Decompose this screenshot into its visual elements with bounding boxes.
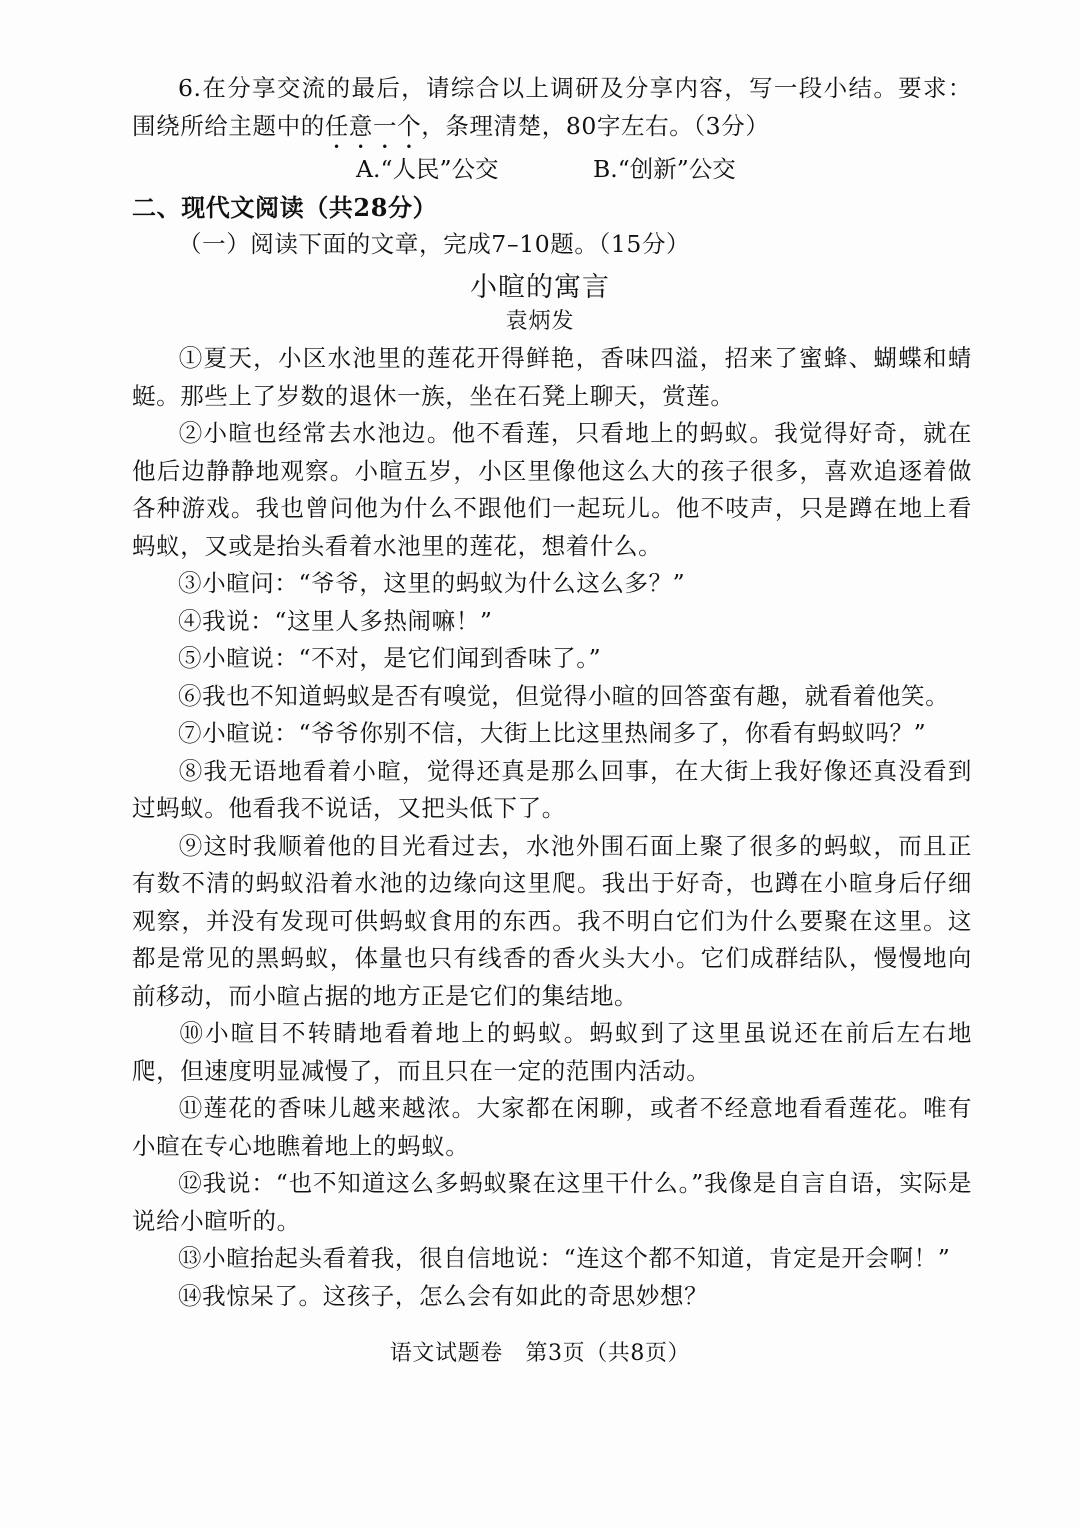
paragraph-11: ⑪莲花的香味儿越来越浓。大家都在闲聊，或者不经意地看看莲花。唯有小暄在专心地瞧着地上的蚂蚁。 — [132, 1094, 972, 1160]
paragraph-14: ⑭我惊呆了。这孩子，怎么会有如此的奇思妙想？ — [178, 1281, 709, 1310]
answer-options — [0, 150, 1080, 184]
paragraph-3: ③小暄问：“爷爷，这里的蚂蚁为什么这么多？” — [178, 569, 686, 597]
paragraph-2: ②小暄也经常去水池边。他不看莲，只看地上的蚂蚁。我觉得好奇，就在他后边静静地观察。小暄五岁，小区里像他这么大的孩子很多，喜欢追逐着做各种游戏。我也曾问他为什么不跟他们一起玩儿。他不吱声，只是蹲在地上看蚂蚁，又或是抬头看着水池里的莲花，想着什么。 — [132, 419, 972, 560]
paragraph-10: ⑩小暄目不转睛地看着地上的蚂蚁。蚂蚁到了这里虽说还在前后左右地爬，但速度明显减慢了，而且只在一定的范围内活动。 — [132, 1019, 972, 1085]
paragraph-1: ①夏天，小区水池里的莲花开得鲜艳，香味四溢，招来了蜜蜂、蝴蝶和蜻蜓。那些上了岁数的退休一族，坐在石凳上聊天，赏莲。 — [132, 344, 972, 410]
question-6 — [132, 70, 972, 154]
paragraph-4: ④我说：“这里人多热闹嘛！” — [178, 606, 493, 635]
option-a: A.“人民”公交 — [356, 155, 499, 183]
paragraph-6: ⑥我也不知道蚂蚁是否有嗅觉，但觉得小暄的回答蛮有趣，就看着他笑。 — [178, 681, 950, 710]
page-footer: 语文试题卷 第3页（共8页） — [389, 1341, 691, 1366]
reading-instruction: （一）阅读下面的文章，完成7–10题。（15分） — [178, 230, 691, 258]
question-6-lead: 6.在分享交流的最后，请综合以上调研及分享内容，写一段小结。要求：围绕所给主题中的 — [132, 74, 972, 140]
question-6-tail: ，条理清楚，80字左右。（3分） — [421, 111, 770, 140]
section-heading: 二、现代文阅读（共28分） — [132, 193, 438, 222]
paragraph-5: ⑤小暄说：“不对，是它们闻到香味了。” — [178, 644, 602, 672]
paragraph-7: ⑦小暄说：“爷爷你别不信，大街上比这里热闹多了，你看有蚂蚁吗？” — [178, 719, 927, 747]
article-title: 小暄的寓言 — [470, 272, 610, 303]
paragraph-13: ⑬小暄抬起头看着我，很自信地说：“连这个都不知道，肯定是开会啊！” — [178, 1244, 951, 1272]
paragraph-8: ⑧我无语地看着小暄，觉得还真是那么回事，在大街上我好像还真没看到过蚂蚁。他看我不说话，又把头低下了。 — [132, 756, 972, 822]
question-6-emphasis: 任意一个 — [324, 111, 422, 140]
article-author: 袁炳发 — [505, 309, 575, 334]
option-b: B.“创新”公交 — [593, 155, 736, 183]
paragraph-9: ⑨这时我顺着他的目光看过去，水池外围石面上聚了很多的蚂蚁，而且正有数不清的蚂蚁沿着水池的边缘向这里爬。我出于好奇，也蹲在小暄身后仔细观察，并没有发现可供蚂蚁食用的东西。我不明白它们为什么要聚在这里。这都是常见的黑蚂蚁，体量也只有线香的香火头大小。它们成群结队，慢慢地向前移动，而小暄占据的地方正是它们的集结地。 — [132, 831, 972, 1010]
paragraph-12: ⑫我说：“也不知道这么多蚂蚁聚在这里干什么。”我像是自言自语，实际是说给小暄听的。 — [132, 1169, 972, 1235]
article-body — [132, 340, 972, 1315]
